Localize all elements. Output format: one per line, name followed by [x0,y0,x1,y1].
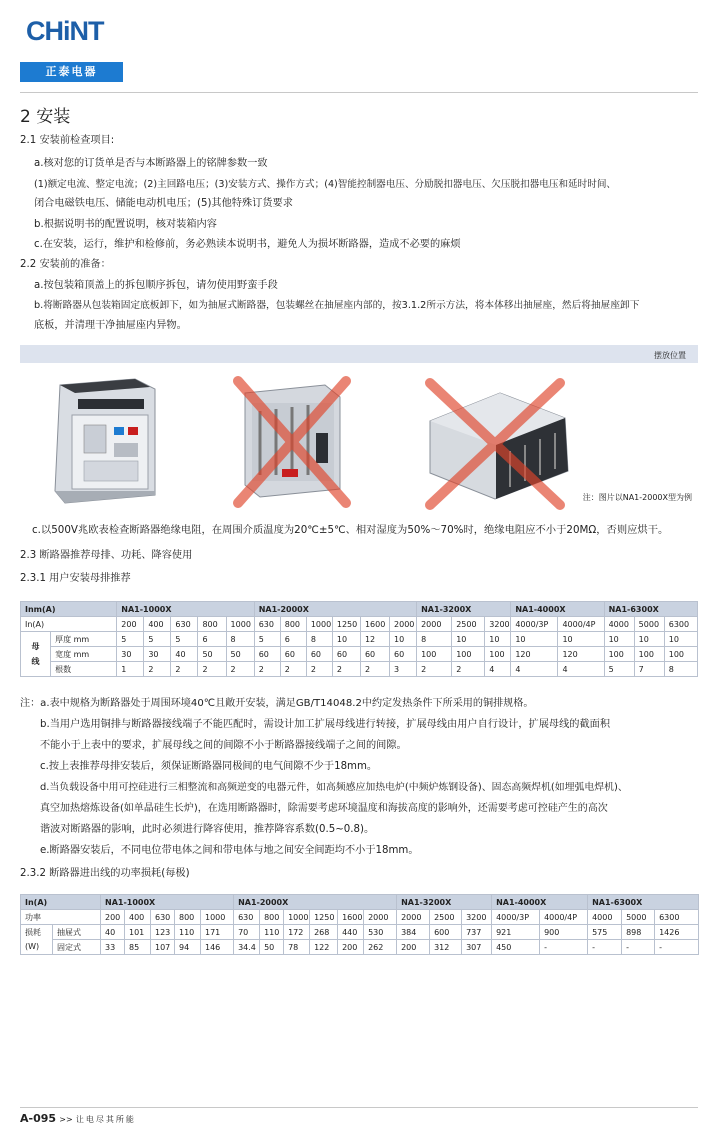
figure-photo-area [20,363,698,511]
table-cell: 1000 [201,910,234,925]
logo-brand-text: CHiNT [26,16,104,46]
table-cell: 50 [226,647,254,662]
header-cell: Inm(A) [21,602,117,617]
table-cell: 30 [117,647,144,662]
table-cell: - [588,940,622,955]
table-cell: 2 [280,662,306,677]
table-cell: 200 [101,910,125,925]
row-label: 宽度 mm [51,647,117,662]
note-line: b.当用户选用铜排与断路器接线端子不能匹配时，需设计加工扩展母线进行转接，扩展母线由用户自行设计，扩展母线的截面积 [40,719,611,730]
table-cell: 2500 [430,910,462,925]
table-cell: 10 [332,632,360,647]
brand-logo [20,6,123,78]
table-cell: 60 [332,647,360,662]
table-cell: 94 [175,940,201,955]
table-cell: 10 [390,632,417,647]
table-cell: 630 [171,617,198,632]
header-cell: NA1-6300X [604,602,697,617]
table-cell: 312 [430,940,462,955]
busbar-recommend-table [20,601,698,677]
table-row [21,910,699,925]
table-cell: 4 [558,662,604,677]
table-cell: 60 [254,647,280,662]
table-cell: 10 [452,632,485,647]
subsection-title: 2.3.1 用户安装母排推荐 [20,573,131,584]
table-cell: 800 [175,910,201,925]
table-cell: 2 [332,662,360,677]
table-cell: 3200 [485,617,511,632]
table-cell: 2 [360,662,389,677]
table-cell: 2000 [417,617,452,632]
table-cell: 307 [462,940,492,955]
text-line: 闭合电磁铁电压、储能电动机电压；(5)其他特殊订货要求 [34,198,293,209]
table-cell: 33 [101,940,125,955]
table-cell: 123 [151,925,175,940]
table-cell: 900 [540,925,588,940]
note-line: c.按上表推荐母排安装后，须保证断路器同极间的电气间隙不少于18mm。 [40,761,378,772]
page-number: A-095 [20,1112,57,1125]
table-cell: 5 [117,632,144,647]
table-cell: 172 [284,925,310,940]
table-cell: 30 [144,647,171,662]
note-line: 谐波对断路器的影响，此时必须进行降容使用，推荐降容系数(0.5~0.8)。 [40,824,375,835]
text-line: b.根据说明书的配置说明，核对装箱内容 [34,219,217,230]
text-line: c.在安装，运行，维护和检修前，务必熟读本说明书，避免人为损坏断路器，造成不必要的麻烦 [34,239,461,250]
table-cell: 200 [117,617,144,632]
figure-label: 摆放位置 [654,351,686,360]
table-cell: 12 [360,632,389,647]
table-cell: 800 [260,910,284,925]
table-cell: 4000/3P [492,910,540,925]
breaker-lying-image [430,363,568,499]
insulation-note: c.以500V兆欧表检查断路器绝缘电阻，在周围介质温度为20℃±5℃、相对湿度为50%～70%时，绝缘电阻应不小于20MΩ，否则应烘干。 [32,524,669,536]
table-cell: 200 [397,940,430,955]
table-cell: 34.4 [234,940,260,955]
table-cell: 122 [310,940,338,955]
table-cell: 384 [397,925,430,940]
logo-subtitle: 正泰电器 [20,62,123,82]
table-cell: 630 [254,617,280,632]
text-line: 2.2 安装前的准备： [20,259,111,270]
table-row [21,925,699,940]
row-label: In(A) [21,617,117,632]
table-cell: 60 [360,647,389,662]
subsection-title: 2.3.2 断路器进出线的功率损耗(每极) [20,868,190,879]
table-cell: 10 [558,632,604,647]
table-cell: 800 [280,617,306,632]
text-line: (1)额定电流、整定电流；(2)主回路电压；(3)安装方式、操作方式；(4)智能控制器电压、分励脱扣器电压、欠压脱扣器电压和延时时间、 [34,179,617,190]
header-cell: NA1-6300X [588,895,699,910]
table-cell: 5000 [634,617,664,632]
table-cell: 100 [452,647,485,662]
table-cell: 400 [144,617,171,632]
header-cell: NA1-4000X [511,602,604,617]
table-cell: 146 [201,940,234,955]
table-cell: 262 [364,940,397,955]
text-line: 底板，并清理干净抽屉座内异物。 [34,320,187,331]
table-cell: 40 [101,925,125,940]
table-cell: 2 [254,662,280,677]
table-cell: 8 [226,632,254,647]
table-cell: 5000 [622,910,655,925]
row-label: 厚度 mm [51,632,117,647]
table-cell: 600 [430,925,462,940]
table-cell: 100 [417,647,452,662]
row-label: 根数 [51,662,117,677]
table-header-row [21,602,698,617]
table-row [21,940,699,955]
table-cell: 1 [117,662,144,677]
table-cell: 5 [144,632,171,647]
table-cell: 2 [171,662,198,677]
table-cell: 60 [306,647,332,662]
note-line: 注：a.表中规格为断路器处于周围环境40℃且敞开安装，满足GB/T14048.2中约定发热条件下所采用的铜排规格。 [20,698,534,709]
table-cell: 4 [485,662,511,677]
footer-divider [20,1107,698,1108]
table-cell: 6 [280,632,306,647]
group-label-text: 母线 [31,642,40,666]
header-cell: NA1-2000X [254,602,416,617]
table-cell: 2000 [397,910,430,925]
table-cell: 1000 [284,910,310,925]
table-cell: - [622,940,655,955]
row-label: (W) [21,940,53,955]
table-cell: 4000/3P [511,617,558,632]
table-row [21,617,698,632]
table-cell: 1000 [226,617,254,632]
footer-separator: >> [59,1115,73,1124]
footer-slogan: 让电尽其所能 [75,1115,136,1124]
table-row [21,632,698,647]
table-cell: 101 [125,925,151,940]
table-cell: 100 [604,647,634,662]
table-cell: 50 [198,647,226,662]
header-cell: NA1-3200X [397,895,492,910]
table-cell: 6 [198,632,226,647]
table-cell: 60 [390,647,417,662]
table-cell: 737 [462,925,492,940]
placement-figure [20,345,698,511]
note-line: 真空加热熔炼设备(如单晶硅生长炉)，在选用断路器时，除需要考虑环境温度和海拔高度的影响外，还需要考虑可控硅产生的高次 [40,803,608,814]
table-cell: 8 [664,662,697,677]
table-row [21,662,698,677]
table-cell: 100 [634,647,664,662]
table-row [21,647,698,662]
note-line: e.断路器安装后，不同电位带电体之间和带电体与地之间安全间距均不小于18mm。 [40,845,419,856]
table-cell: 575 [588,925,622,940]
table-cell: 200 [338,940,364,955]
table-cell: 4000/4P [558,617,604,632]
row-label-spacer [53,910,101,925]
table-cell: 630 [151,910,175,925]
table-cell: 3200 [462,910,492,925]
table-cell: 400 [125,910,151,925]
table-cell: 10 [511,632,558,647]
table-cell: 171 [201,925,234,940]
table-cell: 2500 [452,617,485,632]
table-header-row [21,895,699,910]
breaker-upright-image [55,379,155,503]
row-label: 功率 [21,910,53,925]
table-cell: 2 [452,662,485,677]
table-cell: 2000 [390,617,417,632]
table-cell: 78 [284,940,310,955]
table-cell: 107 [151,940,175,955]
table-cell: 70 [234,925,260,940]
note-line: d.当负载设备中用可控硅进行三相整流和高频逆变的电器元件，如高频感应加热电炉(中频炉炼钢设备)、固态高频焊机(如埋弧电焊机)、 [40,782,628,793]
table-cell: 4000/4P [540,910,588,925]
table-cell: 1426 [655,925,699,940]
page-footer [20,1112,136,1125]
table-cell: 100 [664,647,697,662]
row-label: 抽屉式 [53,925,101,940]
table-cell: 898 [622,925,655,940]
table-cell: 2 [306,662,332,677]
header-cell: NA1-4000X [492,895,588,910]
table-cell: 2 [226,662,254,677]
table-cell: 8 [417,632,452,647]
row-label: 损耗 [21,925,53,940]
logo-mark [20,6,123,58]
table-cell: 100 [485,647,511,662]
table-cell: 8 [306,632,332,647]
table-cell: 4000 [604,617,634,632]
figure-note: 注：图片以NA1-2000X型为例 [582,493,692,502]
table-cell: 110 [260,925,284,940]
header-cell: NA1-2000X [234,895,397,910]
table-cell: 440 [338,925,364,940]
row-label: 固定式 [53,940,101,955]
table-cell: 10 [664,632,697,647]
table-cell: - [540,940,588,955]
header-cell: NA1-1000X [117,602,254,617]
table-cell: 6300 [664,617,697,632]
header-cell: In(A) [21,895,101,910]
header-divider [20,92,698,93]
table-cell: 6300 [655,910,699,925]
table-cell: 10 [485,632,511,647]
table-cell: 5 [254,632,280,647]
section-title: 2 安装 [20,107,71,127]
table-cell: 40 [171,647,198,662]
table-cell: 50 [260,940,284,955]
text-line: a.按包装箱顶盖上的拆包顺序拆包，请勿使用野蛮手段 [34,280,278,291]
table-cell: 1600 [360,617,389,632]
table-cell: 2 [417,662,452,677]
header-cell: NA1-1000X [101,895,234,910]
table-cell: 530 [364,925,397,940]
table-cell: 1250 [332,617,360,632]
text-line: a.核对您的订货单是否与本断路器上的铭牌参数一致 [34,158,268,169]
table-cell: 5 [171,632,198,647]
table-cell: 921 [492,925,540,940]
table-cell: 110 [175,925,201,940]
power-loss-table [20,894,699,955]
table-cell: 5 [604,662,634,677]
table-cell: 7 [634,662,664,677]
table-cell: 4000 [588,910,622,925]
table-cell: 10 [604,632,634,647]
note-line: 不能小于上表中的要求，扩展母线之间的间隙不小于断路器接线端子之间的间隙。 [40,740,407,751]
table-cell: 1250 [310,910,338,925]
table-cell: 268 [310,925,338,940]
table-cell: 630 [234,910,260,925]
table-cell: 800 [198,617,226,632]
table-cell: 60 [280,647,306,662]
subsection-title: 2.3 断路器推荐母排、功耗、降容使用 [20,550,193,561]
header-cell: NA1-3200X [417,602,511,617]
breaker-illustrations [20,363,698,511]
table-cell: 2 [144,662,171,677]
table-cell: 2 [198,662,226,677]
table-cell: 1000 [306,617,332,632]
text-line: 2.1 安装前检查项目: [20,135,115,146]
table-cell: 450 [492,940,540,955]
table-cell: 120 [511,647,558,662]
table-cell: 3 [390,662,417,677]
table-cell: 2000 [364,910,397,925]
table-cell: 1600 [338,910,364,925]
table-cell: 85 [125,940,151,955]
table-cell: 10 [634,632,664,647]
table-cell: 120 [558,647,604,662]
table-cell: - [655,940,699,955]
table-cell: 4 [511,662,558,677]
text-line: b.将断路器从包装箱固定底板卸下，如为抽屉式断路器，包装螺丝在抽屉座内部的，按3.1.2所示方法，将本体移出抽屉座，然后将抽屉座卸下 [34,300,640,311]
group-label [21,632,51,677]
